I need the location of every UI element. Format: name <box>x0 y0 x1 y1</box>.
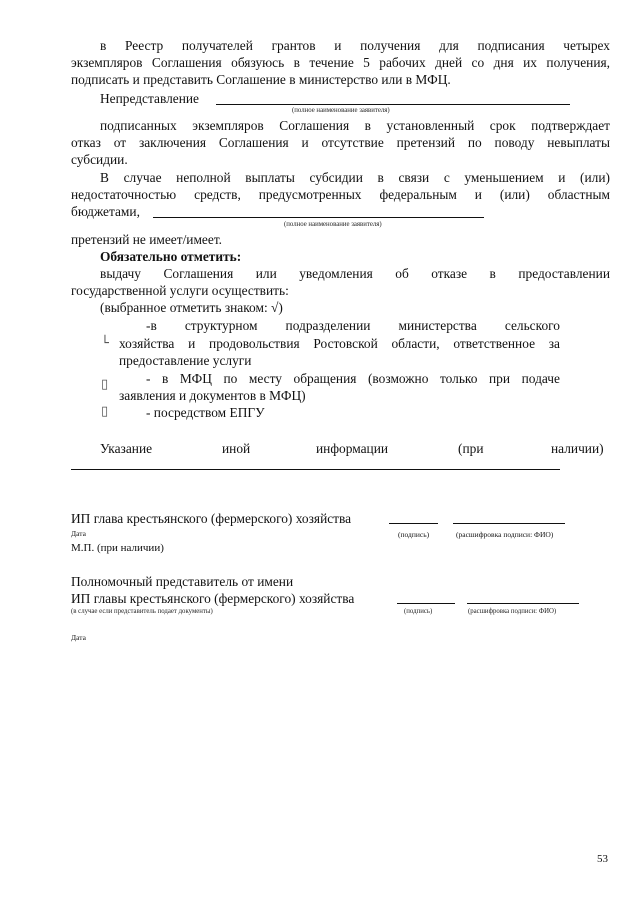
nepred-fill-line[interactable] <box>216 104 570 105</box>
sign1-label: ИП глава крестьянского (фермерского) хозяйства <box>71 511 352 526</box>
p3-fill-line[interactable] <box>153 217 484 218</box>
other-w3: информации <box>316 441 389 456</box>
page-number: 53 <box>597 853 608 865</box>
p1-line2: экземпляров Соглашения обязуюсь в течение 5 рабочих дней со дня их получения, <box>71 55 610 70</box>
p3-line2: недостаточностью средств, предусмотренных федеральным и (или) областным <box>71 187 610 202</box>
option1-line1: -в структурном подразделении министерства сельского <box>146 318 560 333</box>
option2-line1: - в МФЦ по месту обращения (возможно только при подаче <box>146 371 560 386</box>
sign2-sig-hint: (подпись) <box>404 608 433 615</box>
p2-line1: подписанных экземпляров Соглашения в установленный срок подтверждает <box>100 118 610 133</box>
sign2-signature-line[interactable] <box>397 603 455 604</box>
p1-line3: подписать и представить Соглашение в министерство или в МФЦ. <box>71 72 451 87</box>
nepred-hint: (полное наименование заявителя) <box>292 107 390 114</box>
sign2-line1: Полномочный представитель от имени <box>71 574 294 589</box>
sign2-fio-line[interactable] <box>467 603 579 604</box>
p3-line3: бюджетами, <box>71 204 140 219</box>
other-w1: Указание <box>100 441 153 456</box>
note-line3: (выбранное отметить знаком: √) <box>100 300 283 315</box>
sign2-fio-hint: (расшифровка подписи: ФИО) <box>468 608 557 615</box>
note-line2: государственной услуги осуществить: <box>71 283 289 298</box>
sign2-note: (в случае если представитель подает документы) <box>71 608 213 615</box>
note-line1: выдачу Соглашения или уведомления об отказе в предоставлении <box>100 266 610 281</box>
option1-line3: предоставление услуги <box>119 353 252 368</box>
other-w5: наличии) <box>551 441 604 456</box>
sign1-date: Дата <box>71 529 86 538</box>
note-title: Обязательно отметить: <box>100 249 242 264</box>
sign2-line2: ИП главы крестьянского (фермерского) хозяйства <box>71 591 355 606</box>
p2-line3: субсидии. <box>71 152 128 167</box>
option3-line1: - посредством ЕПГУ <box>146 405 265 420</box>
sign1-fio-hint: (расшифровка подписи: ФИО) <box>456 530 554 539</box>
p1-line1: в Реестр получателей грантов и получения для подписания четырех <box>100 38 610 53</box>
sign1-sig-hint: (подпись) <box>398 530 430 539</box>
sign2-date: Дата <box>71 633 86 642</box>
option2-line2: заявления и документов в МФЦ) <box>119 388 306 403</box>
option1-line2: хозяйства и продовольствия Ростовской области, ответственное за <box>119 336 560 351</box>
other-w2: иной <box>222 441 251 456</box>
nepred-label: Непредставление <box>100 91 200 106</box>
sign1-signature-line[interactable] <box>389 523 438 524</box>
p3-line1: В случае неполной выплаты субсидии в связи с уменьшением и (или) <box>100 170 610 185</box>
sign1-fio-line[interactable] <box>453 523 565 524</box>
other-w4: (при <box>458 441 484 456</box>
option1-checkbox-icon[interactable]: └ <box>101 336 109 351</box>
option3-checkbox-icon[interactable]: ▯ <box>101 404 109 419</box>
p3-line4: претензий не имеет/имеет. <box>71 232 223 247</box>
p3-hint: (полное наименование заявителя) <box>284 221 382 228</box>
option2-checkbox-icon[interactable]: ▯ <box>101 377 109 392</box>
other-fill-line[interactable] <box>71 469 560 470</box>
sign1-mp: М.П. (при наличии) <box>71 542 164 554</box>
p2-line2: отказ от заключения Соглашения и отсутствие претензий по поводу невыплаты <box>71 135 610 150</box>
